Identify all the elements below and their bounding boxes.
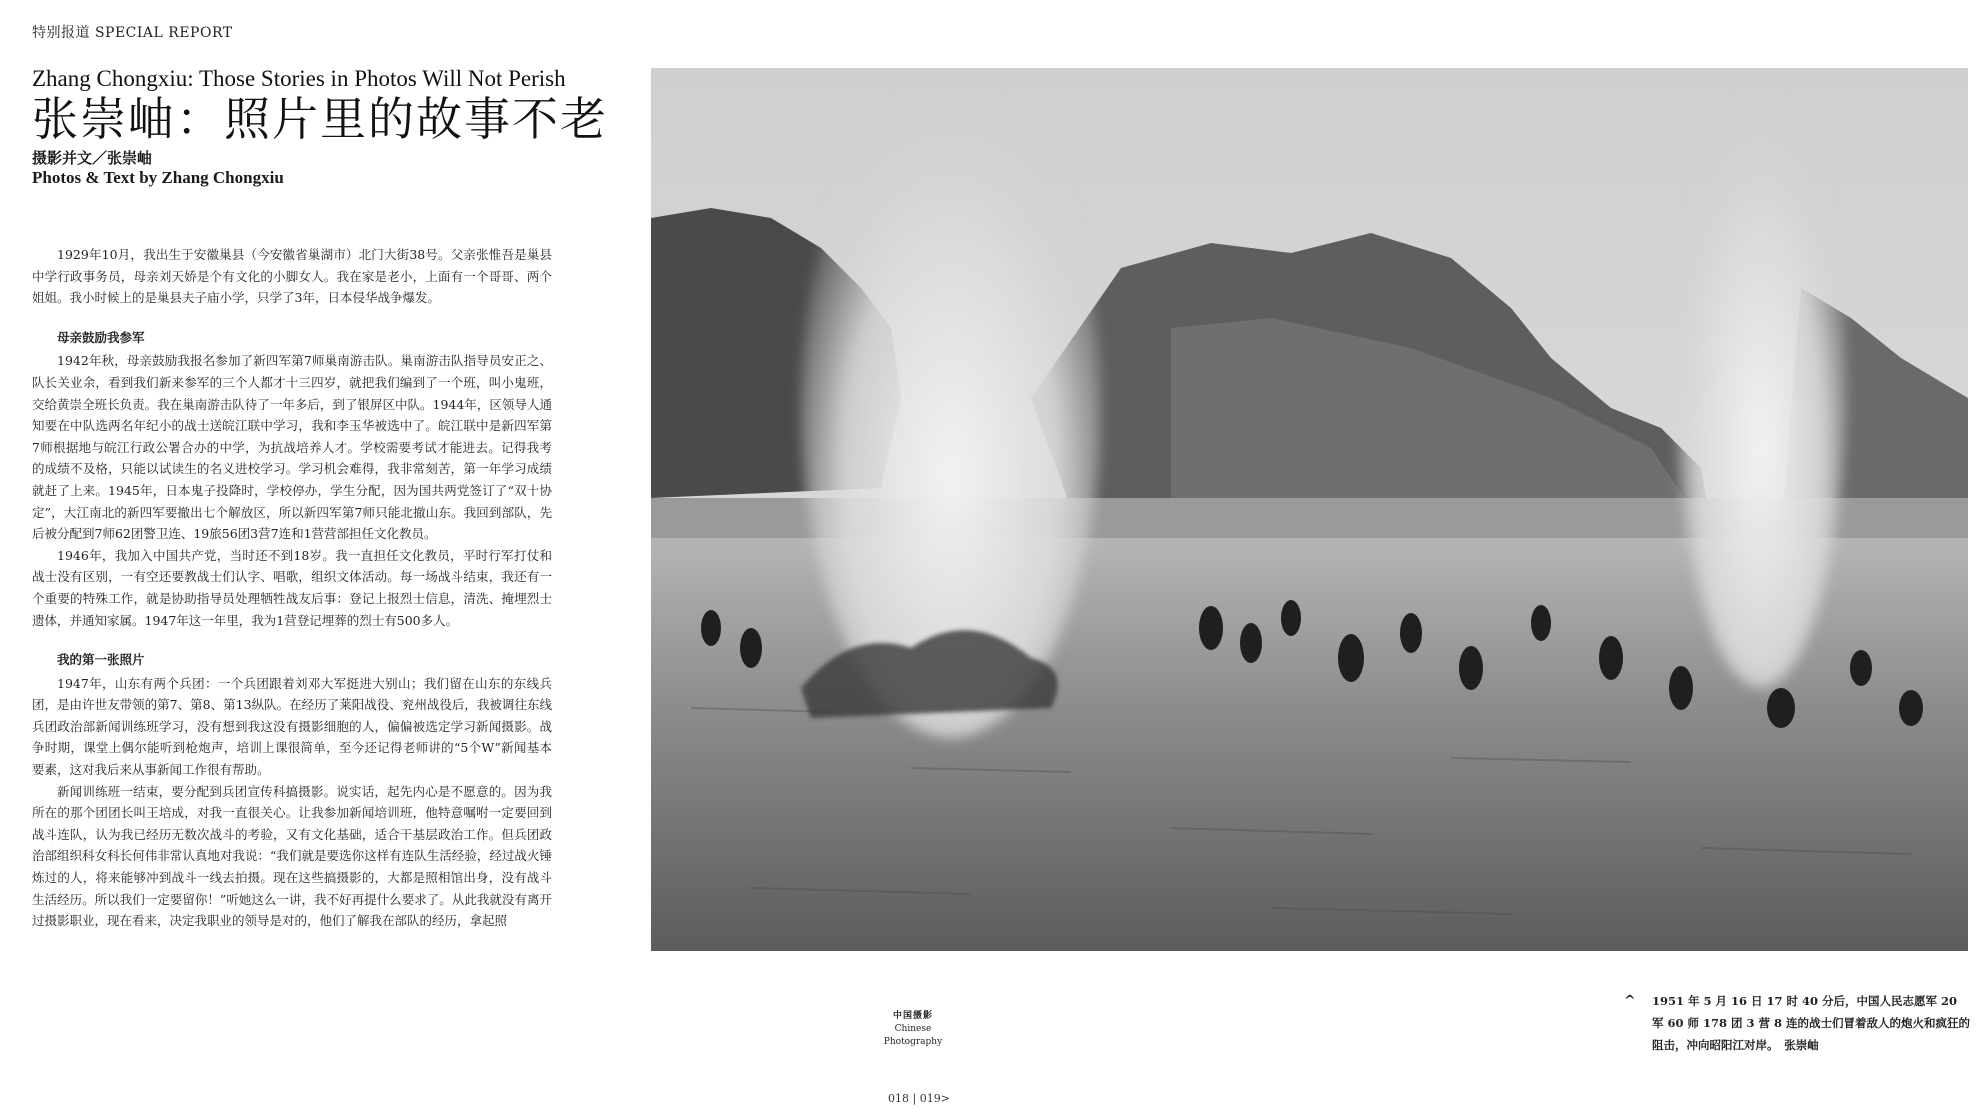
title-english: Zhang Chongxiu: Those Stories in Photos Will Not Perish [32, 66, 566, 91]
logo-english-2: Photography [883, 1037, 943, 1047]
paragraph: 1946年，我加入中国共产党，当时还不到18岁。我一直担任文化教员，平时行军打仗和战士没有区别，一有空还要教战士们认字、唱歌，组织文体活动。每一场战斗结束，我还有一个重要的特殊工作，就是协助指导员处理牺牲战友后事：登记上报烈士信息，清洗、掩埋烈士遗体，并通知家属。1947年这一年里，我为1营登记埋葬的烈士有500多人。 [32, 547, 552, 628]
article-body [32, 244, 552, 956]
subheading: 母亲鼓励我参军 [57, 329, 145, 345]
paragraph: 新闻训练班一结束，要分配到兵团宣传科搞摄影。说实话，起先内心是不愿意的。因为我所在的那个团团长叫王培成，对我一直很关心。让我参加新闻培训班，他特意嘱咐一定要回到战斗连队，认为我已经历无数次战斗的考验，又有文化基础，适合干基层政治工作。但兵团政治部组织科女科长何伟非常认真地对我说：“我们就是要选你这样有连队生活经验，经过战火锤炼过的人，将来能够冲到战斗一线去拍摄。现在这些搞摄影的，大都是照相馆出身，没有战斗生活经历。所以我们一定要留你！”听她这么一讲，我不好再提什么要求了。从此我就没有离开过摄影职业，现在看来，决定我职业的领导是对的，他们了解我在部队的经历，拿起照 [32, 783, 552, 929]
caret-up-icon: ^ [1624, 993, 1636, 1009]
paragraph: 1947年，山东有两个兵团：一个兵团跟着刘邓大军挺进大别山；我们留在山东的东线兵团，是由许世友带领的第7、第8、第13纵队。在经历了莱阳战役、兖州战役后，我被调往东线兵团政治部新闻训练班学习，没有想到我这没有摄影细胞的人，偏偏被选定学习新闻摄影。战争时期，课堂上偶尔能听到枪炮声，培训上课很简单，至今还记得老师讲的“5个W”新闻基本要素，这对我后来从事新闻工作很有帮助。 [32, 675, 552, 778]
page-numbers: 018 | 019> [888, 1092, 950, 1105]
splash-right [1676, 88, 1846, 688]
photo-illustration [651, 68, 1968, 951]
title-chinese: 张崇岫：照片里的故事不老 [32, 92, 608, 146]
paragraph: 1929年10月，我出生于安徽巢县（今安徽省巢湖市）北门大街38号。父亲张惟吾是巢县中学行政事务员，母亲刘天娇是个有文化的小脚女人。我在家是老小，上面有一个哥哥、两个姐姐。我小时候上的是巢县夫子庙小学，只学了3年，日本侵华战争爆发。 [32, 247, 552, 306]
logo-english-1: Chinese [894, 1024, 932, 1034]
caption-text: 1951 年 5 月 16 日 17 时 40 分后，中国人民志愿军 20 军 60 师 178 团 3 营 8 连的战士们冒着敌人的炮火和疯狂的阻击，冲向昭阳江对岸。 张崇岫 [1652, 994, 1971, 1052]
river-crossing-photo [651, 68, 1968, 951]
logo-chinese: 中国摄影 [892, 1011, 933, 1021]
subheading: 我的第一张照片 [57, 652, 145, 668]
byline-chinese: 摄影并文／张崇岫 [32, 149, 153, 167]
section-tag: 特别报道 SPECIAL REPORT [32, 25, 233, 41]
photo-caption [1624, 990, 1972, 1056]
magazine-logo [880, 1010, 946, 1049]
paragraph: 1942年秋，母亲鼓励我报名参加了新四军第7师巢南游击队。巢南游击队指导员安正之、队长关业余，看到我们新来参军的三个人都才十三四岁，就把我们编到了一个班，叫小鬼班，交给黄崇全班长负责。我在巢南游击队待了一年多后，到了银屏区中队。1944年，区领导人通知要在中队选两名年纪小的战士送皖江联中学习，我和李玉华被选中了。皖江联中是新四军第7师根据地与皖江行政公署合办的中学，为抗战培养人才。学校需要考试才能进去。记得我考的成绩不及格，只能以试读生的名义进校学习。学习机会难得，我非常刻苦，第一年学习成绩就赶了上来。1945年，日本鬼子投降时，学校停办，学生分配，因为国共两党签订了“双十协定”，大江南北的新四军要撤出七个解放区，所以新四军第7师只能北撤山东。我回到部队，先后被分配到7师62团警卫连、19旅56团3营7连和1营营部担任文化教员。 [32, 353, 552, 542]
byline-english: Photos & Text by Zhang Chongxiu [32, 168, 284, 187]
